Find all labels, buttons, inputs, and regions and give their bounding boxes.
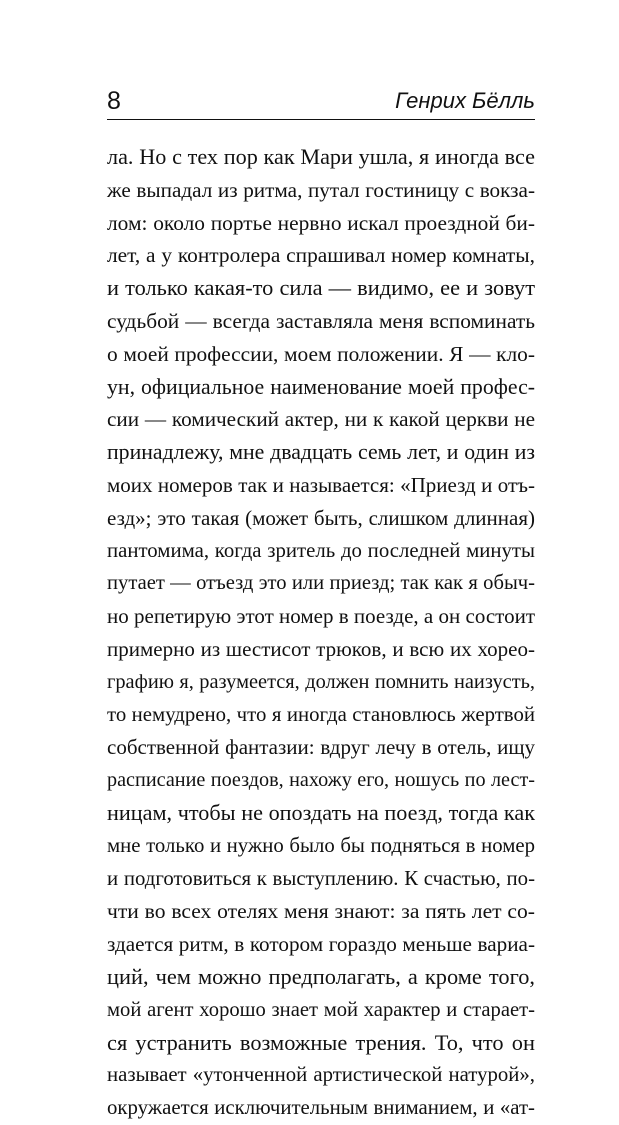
text-line: ся устранить возможные трения. То, что он [107, 1029, 535, 1055]
text-line: но репетирую этот номер в поезде, а он состоит [107, 604, 535, 629]
text-line: принадлежу, мне двадцать семь лет, и один из [107, 440, 535, 465]
text-line: расписание поездов, нахожу его, ношусь по лест- [107, 769, 535, 792]
text-line: путает — отъезд это или приезд; так как я обыч- [107, 572, 535, 595]
text-line: примерно из шестисот трюков, и всю их хорео- [107, 636, 535, 661]
text-line: же выпадал из ритма, путал гостиницу с вокза- [107, 177, 535, 202]
text-line: ницам, чтобы не опоздать на поезд, тогда как [107, 799, 535, 825]
text-line: ций, чем можно предполагать, а кроме того, [107, 963, 535, 989]
text-line: графию я, разумеется, должен помнить наизусть, [107, 670, 535, 693]
text-line: собственной фантазии: вдруг лечу в отель, ищу [107, 735, 535, 760]
text-line: пантомима, когда зритель до последней минуты [107, 538, 535, 562]
text-line: то немудрено, что я иногда становлюсь жертвой [107, 702, 535, 726]
text-line: окружается исключительным вниманием, и «ат- [107, 1096, 535, 1120]
text-line: чти во всех отелях меня знают: за пять лет со- [107, 899, 535, 924]
text-line: мне только и нужно было бы подняться в номер [107, 833, 535, 857]
text-line: о моей профессии, моем положении. Я — кло- [107, 341, 535, 366]
text-line: ун, официальное наименование моей профес- [107, 374, 535, 399]
running-head-author: Генрих Бёлль [395, 88, 535, 113]
text-line: ла. Но с тех пор как Мари ушла, я иногда все [107, 144, 535, 169]
body-text [107, 141, 535, 1125]
text-line: моих номеров так и называется: «Приезд и отъ- [107, 472, 535, 497]
text-line: и только какая-то сила — видимо, ее и зовут [107, 275, 535, 301]
text-line: лом: около портье нервно искал проездной би- [107, 210, 535, 235]
text-line: называет «утонченной артистической натурой», [107, 1063, 535, 1087]
text-line: мой агент хорошо знает мой характер и старает- [107, 998, 535, 1021]
running-header [107, 86, 535, 116]
text-line: езд»; это такая (может быть, слишком длинная) [107, 505, 535, 530]
header-rule [107, 119, 535, 120]
text-line: сии — комический актер, ни к какой церкви не [107, 407, 535, 432]
text-line: судьбой — всегда заставляла меня вспоминать [107, 308, 535, 333]
text-line: лет, а у контролера спрашивал номер комнаты, [107, 243, 535, 268]
text-line: здается ритм, в котором гораздо меньше вариа- [107, 932, 535, 957]
page-number: 8 [107, 87, 121, 115]
text-line: и подготовиться к выступлению. К счастью, по- [107, 866, 535, 890]
